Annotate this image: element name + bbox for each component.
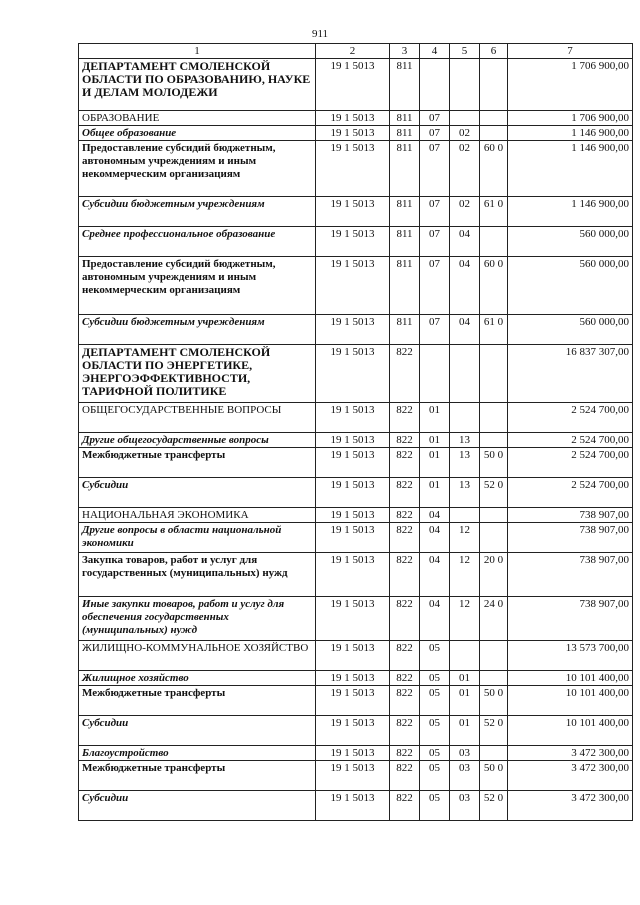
row-col5-cell [450,641,480,671]
row-col5-cell: 01 [450,716,480,746]
row-amount-cell: 1 146 900,00 [508,197,633,227]
row-code-cell: 19 1 5013 [316,433,390,448]
row-name-cell: Общее образование [79,126,316,141]
row-col6-cell [480,111,508,126]
header-cell: 5 [450,44,480,59]
row-code-cell: 19 1 5013 [316,59,390,111]
table-row [79,746,633,761]
page-number: 911 [311,28,329,40]
row-name-cell: Субсидии [79,791,316,821]
row-amount-cell: 560 000,00 [508,315,633,345]
row-col6-cell [480,508,508,523]
row-code-cell: 19 1 5013 [316,597,390,641]
table-row [79,791,633,821]
row-col5-cell: 03 [450,791,480,821]
row-col4-cell: 07 [420,197,450,227]
row-col5-cell [450,345,480,403]
row-code-cell: 19 1 5013 [316,257,390,315]
row-col6-cell [480,671,508,686]
row-name-cell: Благоустройство [79,746,316,761]
row-col3-cell: 822 [390,553,420,597]
row-col5-cell [450,508,480,523]
row-col3-cell: 822 [390,761,420,791]
row-col4-cell: 04 [420,508,450,523]
row-col5-cell: 04 [450,315,480,345]
row-col3-cell: 811 [390,141,420,197]
table-row [79,523,633,553]
row-amount-cell: 2 524 700,00 [508,448,633,478]
row-col4-cell: 04 [420,597,450,641]
row-col6-cell: 20 0 [480,553,508,597]
row-amount-cell: 1 146 900,00 [508,141,633,197]
row-amount-cell: 560 000,00 [508,257,633,315]
row-name-cell: Субсидии бюджетным учреждениям [79,197,316,227]
row-col3-cell: 822 [390,686,420,716]
row-col5-cell [450,403,480,433]
table-row [79,761,633,791]
row-code-cell: 19 1 5013 [316,478,390,508]
row-col6-cell [480,126,508,141]
table-row [79,433,633,448]
table-row [79,59,633,111]
row-code-cell: 19 1 5013 [316,141,390,197]
row-col4-cell: 07 [420,126,450,141]
row-code-cell: 19 1 5013 [316,345,390,403]
row-col5-cell: 04 [450,257,480,315]
budget-table [78,43,633,821]
row-col5-cell: 13 [450,478,480,508]
row-amount-cell: 738 907,00 [508,508,633,523]
row-col4-cell: 05 [420,746,450,761]
row-col4-cell: 01 [420,478,450,508]
row-col3-cell: 822 [390,523,420,553]
row-col3-cell: 822 [390,478,420,508]
row-col4-cell: 05 [420,686,450,716]
row-amount-cell: 2 524 700,00 [508,403,633,433]
row-col3-cell: 822 [390,671,420,686]
row-col6-cell: 50 0 [480,686,508,716]
table-row [79,716,633,746]
row-name-cell: ДЕПАРТАМЕНТ СМОЛЕНСКОЙ ОБЛАСТИ ПО ОБРАЗОВАНИЮ, НАУКЕ И ДЕЛАМ МОЛОДЕЖИ [79,59,316,111]
table-body [79,59,633,821]
row-name-cell: Иные закупки товаров, работ и услуг для обеспечения государственных (муниципальных) нужд [79,597,316,641]
row-col5-cell [450,111,480,126]
table-row [79,478,633,508]
row-col6-cell [480,433,508,448]
row-code-cell: 19 1 5013 [316,508,390,523]
table-row [79,448,633,478]
row-amount-cell: 3 472 300,00 [508,761,633,791]
row-col3-cell: 822 [390,508,420,523]
row-code-cell: 19 1 5013 [316,641,390,671]
row-code-cell: 19 1 5013 [316,197,390,227]
row-col4-cell: 07 [420,227,450,257]
row-col5-cell: 13 [450,448,480,478]
row-col6-cell: 60 0 [480,257,508,315]
row-name-cell: Предоставление субсидий бюджетным, автономным учреждениям и иным некоммерческим организациям [79,141,316,197]
row-col6-cell: 61 0 [480,197,508,227]
row-col3-cell: 811 [390,227,420,257]
table-row [79,126,633,141]
table-row [79,553,633,597]
row-code-cell: 19 1 5013 [316,227,390,257]
row-amount-cell: 10 101 400,00 [508,716,633,746]
row-col5-cell: 02 [450,126,480,141]
row-code-cell: 19 1 5013 [316,126,390,141]
row-code-cell: 19 1 5013 [316,761,390,791]
row-amount-cell: 16 837 307,00 [508,345,633,403]
row-col5-cell: 12 [450,553,480,597]
table-row [79,227,633,257]
row-col3-cell: 822 [390,345,420,403]
row-name-cell: Межбюджетные трансферты [79,448,316,478]
row-amount-cell: 2 524 700,00 [508,478,633,508]
row-amount-cell: 738 907,00 [508,553,633,597]
row-col6-cell: 52 0 [480,791,508,821]
row-col6-cell [480,746,508,761]
row-code-cell: 19 1 5013 [316,448,390,478]
row-code-cell: 19 1 5013 [316,403,390,433]
header-cell: 6 [480,44,508,59]
table-header-row [79,44,633,59]
row-col4-cell: 07 [420,315,450,345]
row-amount-cell: 738 907,00 [508,597,633,641]
header-cell: 7 [508,44,633,59]
row-col5-cell: 01 [450,686,480,716]
row-code-cell: 19 1 5013 [316,315,390,345]
table-row [79,141,633,197]
row-col6-cell [480,403,508,433]
row-col5-cell: 12 [450,597,480,641]
row-col6-cell: 50 0 [480,448,508,478]
row-amount-cell: 560 000,00 [508,227,633,257]
row-code-cell: 19 1 5013 [316,671,390,686]
row-name-cell: ОБЩЕГОСУДАРСТВЕННЫЕ ВОПРОСЫ [79,403,316,433]
row-col3-cell: 822 [390,791,420,821]
row-col5-cell: 02 [450,141,480,197]
row-col5-cell: 03 [450,746,480,761]
row-col6-cell: 52 0 [480,716,508,746]
row-col3-cell: 822 [390,448,420,478]
row-code-cell: 19 1 5013 [316,553,390,597]
row-amount-cell: 2 524 700,00 [508,433,633,448]
row-code-cell: 19 1 5013 [316,746,390,761]
row-code-cell: 19 1 5013 [316,523,390,553]
row-col5-cell: 01 [450,671,480,686]
row-col3-cell: 811 [390,59,420,111]
row-col5-cell: 03 [450,761,480,791]
row-code-cell: 19 1 5013 [316,111,390,126]
header-cell: 3 [390,44,420,59]
table-row [79,686,633,716]
table-row [79,111,633,126]
row-col4-cell: 05 [420,791,450,821]
row-name-cell: Предоставление субсидий бюджетным, автономным учреждениям и иным некоммерческим организациям [79,257,316,315]
row-amount-cell: 1 146 900,00 [508,126,633,141]
table-row [79,597,633,641]
row-col4-cell: 07 [420,111,450,126]
row-name-cell: Другие общегосударственные вопросы [79,433,316,448]
row-col4-cell: 07 [420,257,450,315]
row-col3-cell: 822 [390,597,420,641]
row-col6-cell: 24 0 [480,597,508,641]
row-amount-cell: 1 706 900,00 [508,59,633,111]
row-name-cell: НАЦИОНАЛЬНАЯ ЭКОНОМИКА [79,508,316,523]
header-cell: 2 [316,44,390,59]
row-col4-cell [420,59,450,111]
row-col3-cell: 811 [390,257,420,315]
row-code-cell: 19 1 5013 [316,686,390,716]
row-code-cell: 19 1 5013 [316,791,390,821]
row-name-cell: Субсидии [79,716,316,746]
row-col4-cell: 07 [420,141,450,197]
row-name-cell: Субсидии [79,478,316,508]
row-col6-cell [480,641,508,671]
row-col5-cell: 02 [450,197,480,227]
row-col3-cell: 811 [390,126,420,141]
row-col6-cell: 60 0 [480,141,508,197]
row-name-cell: Другие вопросы в области национальной экономики [79,523,316,553]
row-col4-cell: 04 [420,523,450,553]
row-col6-cell [480,345,508,403]
table-row [79,641,633,671]
row-amount-cell: 1 706 900,00 [508,111,633,126]
row-amount-cell: 738 907,00 [508,523,633,553]
table-row [79,403,633,433]
row-col4-cell: 04 [420,553,450,597]
row-col6-cell: 61 0 [480,315,508,345]
row-col4-cell: 05 [420,671,450,686]
row-col5-cell: 04 [450,227,480,257]
table-row [79,671,633,686]
row-col3-cell: 811 [390,111,420,126]
row-name-cell: Межбюджетные трансферты [79,761,316,791]
row-col6-cell: 50 0 [480,761,508,791]
row-col3-cell: 811 [390,315,420,345]
row-name-cell: ОБРАЗОВАНИЕ [79,111,316,126]
row-col3-cell: 822 [390,433,420,448]
row-amount-cell: 10 101 400,00 [508,686,633,716]
row-col6-cell [480,523,508,553]
row-col4-cell: 05 [420,716,450,746]
row-col5-cell [450,59,480,111]
row-name-cell: ДЕПАРТАМЕНТ СМОЛЕНСКОЙ ОБЛАСТИ ПО ЭНЕРГЕТИКЕ, ЭНЕРГОЭФФЕКТИВНОСТИ, ТАРИФНОЙ ПОЛИТИКЕ [79,345,316,403]
row-col4-cell: 01 [420,433,450,448]
table-row [79,257,633,315]
header-cell: 1 [79,44,316,59]
row-col6-cell [480,59,508,111]
table-row [79,315,633,345]
row-col4-cell: 01 [420,403,450,433]
row-col5-cell: 13 [450,433,480,448]
row-name-cell: ЖИЛИЩНО-КОММУНАЛЬНОЕ ХОЗЯЙСТВО [79,641,316,671]
row-col3-cell: 822 [390,403,420,433]
row-col3-cell: 811 [390,197,420,227]
row-col3-cell: 822 [390,641,420,671]
table-row [79,508,633,523]
header-cell: 4 [420,44,450,59]
row-col6-cell [480,227,508,257]
row-col4-cell [420,345,450,403]
row-name-cell: Субсидии бюджетным учреждениям [79,315,316,345]
row-name-cell: Среднее профессиональное образование [79,227,316,257]
row-col3-cell: 822 [390,746,420,761]
row-name-cell: Жилищное хозяйство [79,671,316,686]
row-code-cell: 19 1 5013 [316,716,390,746]
row-col3-cell: 822 [390,716,420,746]
row-name-cell: Межбюджетные трансферты [79,686,316,716]
row-amount-cell: 3 472 300,00 [508,791,633,821]
row-amount-cell: 3 472 300,00 [508,746,633,761]
row-col4-cell: 01 [420,448,450,478]
table-row [79,345,633,403]
row-name-cell: Закупка товаров, работ и услуг для государственных (муниципальных) нужд [79,553,316,597]
row-col4-cell: 05 [420,641,450,671]
row-amount-cell: 13 573 700,00 [508,641,633,671]
row-col6-cell: 52 0 [480,478,508,508]
row-col4-cell: 05 [420,761,450,791]
table-row [79,197,633,227]
row-amount-cell: 10 101 400,00 [508,671,633,686]
row-col5-cell: 12 [450,523,480,553]
